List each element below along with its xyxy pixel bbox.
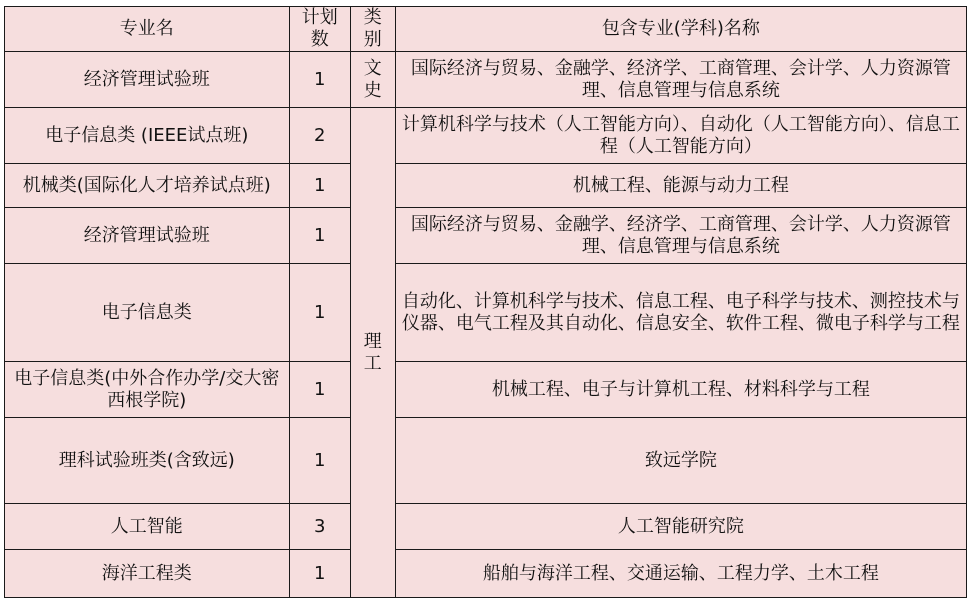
count-cell: 1: [289, 362, 350, 418]
category-cell-ligong: 理工: [350, 108, 395, 598]
enrollment-plan: [4, 6, 967, 598]
major-cell: 电子信息类(中外合作办学/交大密西根学院): [5, 362, 290, 418]
table-row: [5, 504, 967, 550]
includes-cell: 致远学院: [395, 418, 966, 504]
table-row: [5, 264, 967, 362]
major-cell: 机械类(国际化人才培养试点班): [5, 164, 290, 208]
count-cell: 3: [289, 504, 350, 550]
major-cell: 电子信息类 (IEEE试点班): [5, 108, 290, 164]
count-cell: 1: [289, 418, 350, 504]
count-cell: 1: [289, 264, 350, 362]
major-cell: 海洋工程类: [5, 550, 290, 598]
count-cell: 1: [289, 164, 350, 208]
includes-cell: 自动化、计算机科学与技术、信息工程、电子科学与技术、测控技术与仪器、电气工程及其自动化、信息安全、软件工程、微电子科学与工程: [395, 264, 966, 362]
header-count: 计划数: [289, 7, 350, 52]
major-cell: 电子信息类: [5, 264, 290, 362]
major-cell: 经济管理试验班: [5, 208, 290, 264]
major-cell: 经济管理试验班: [5, 52, 290, 108]
includes-cell: 国际经济与贸易、金融学、经济学、工商管理、会计学、人力资源管理、信息管理与信息系统: [395, 208, 966, 264]
includes-cell: 国际经济与贸易、金融学、经济学、工商管理、会计学、人力资源管理、信息管理与信息系统: [395, 52, 966, 108]
table-row: [5, 164, 967, 208]
table-row: [5, 550, 967, 598]
includes-cell: 计算机科学与技术（人工智能方向）、自动化（人工智能方向）、信息工程（人工智能方向）: [395, 108, 966, 164]
table-row: [5, 208, 967, 264]
includes-cell: 船舶与海洋工程、交通运输、工程力学、土木工程: [395, 550, 966, 598]
header-row: [5, 7, 967, 52]
category-cell-wenshi: 文史: [350, 52, 395, 108]
enrollment-plan-table: [4, 6, 967, 598]
header-major: 专业名: [5, 7, 290, 52]
header-includes: 包含专业(学科)名称: [395, 7, 966, 52]
header-category: 类别: [350, 7, 395, 52]
count-cell: 2: [289, 108, 350, 164]
count-cell: 1: [289, 208, 350, 264]
includes-cell: 机械工程、能源与动力工程: [395, 164, 966, 208]
table-row: [5, 52, 967, 108]
major-cell: 人工智能: [5, 504, 290, 550]
count-cell: 1: [289, 550, 350, 598]
table-row: [5, 418, 967, 504]
table-row: [5, 362, 967, 418]
includes-cell: 机械工程、电子与计算机工程、材料科学与工程: [395, 362, 966, 418]
includes-cell: 人工智能研究院: [395, 504, 966, 550]
count-cell: 1: [289, 52, 350, 108]
major-cell: 理科试验班类(含致远): [5, 418, 290, 504]
table-row: [5, 108, 967, 164]
